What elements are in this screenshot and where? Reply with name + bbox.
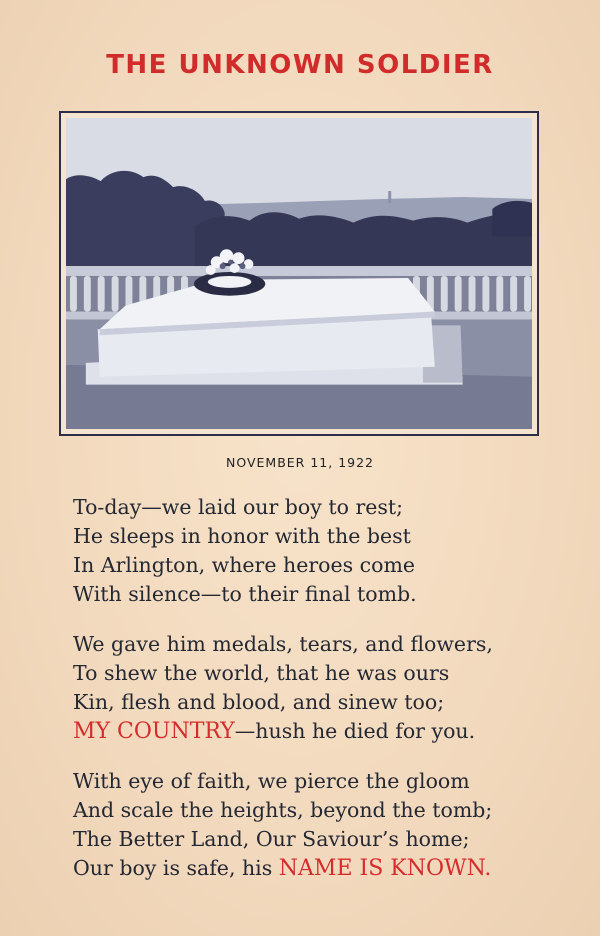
poem-line: And scale the heights, beyond the tomb; xyxy=(73,798,493,822)
poem-line: He sleeps in honor with the best xyxy=(73,524,411,548)
stanza-3 xyxy=(73,767,492,883)
distant-monument xyxy=(388,191,391,203)
poem-line-final xyxy=(73,717,493,746)
poem-line: With silence—to their final tomb. xyxy=(73,582,417,606)
poem-line-rest: —hush he died for you. xyxy=(234,719,476,743)
poem-line: Kin, flesh and blood, and sinew too; xyxy=(73,690,445,714)
stanza-1 xyxy=(73,493,417,609)
my-country-highlight: MY COUNTRY xyxy=(73,719,235,744)
tomb-photo-illustration xyxy=(66,118,532,429)
poem-line: With eye of faith, we pierce the gloom xyxy=(73,769,470,793)
poem-line: To-day—we laid our boy to rest; xyxy=(73,495,404,519)
tomb-photograph xyxy=(59,111,539,436)
poem-line: In Arlington, where heroes come xyxy=(73,553,416,577)
stanza-2 xyxy=(73,630,493,746)
balustrade-rail xyxy=(66,266,532,276)
poem-line-start: Our boy is safe, his xyxy=(73,856,279,880)
poem-line: We gave him medals, tears, and flowers, xyxy=(73,632,493,656)
card-title: THE UNKNOWN SOLDIER xyxy=(106,50,494,80)
poem-line: The Better Land, Our Saviour’s home; xyxy=(73,827,470,851)
name-is-known-highlight: NAME IS KNOWN. xyxy=(278,856,492,881)
poem-line: To shew the world, that he was ours xyxy=(73,661,450,685)
poem-line-final xyxy=(73,854,492,883)
trees-right xyxy=(492,201,532,237)
date-caption: NOVEMBER 11, 1922 xyxy=(226,455,374,470)
